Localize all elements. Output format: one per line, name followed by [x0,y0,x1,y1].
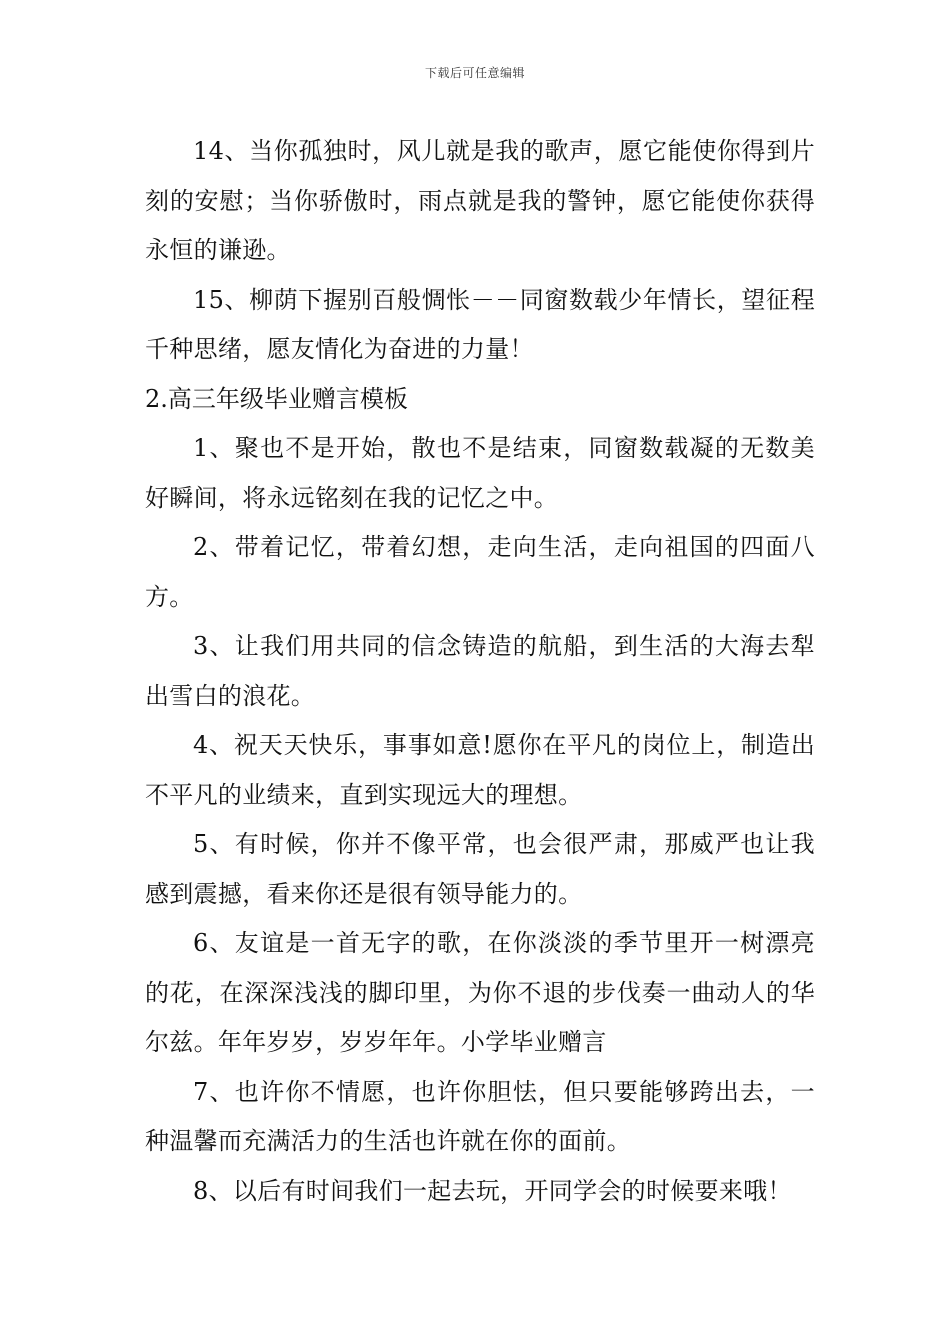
paragraph-6: 6、友谊是一首无字的歌，在你淡淡的季节里开一树漂亮的花，在深深浅浅的脚印里，为你不退的步伐奏一曲动人的华尔兹。年年岁岁，岁岁年年。小学毕业赠言 [145,929,815,1056]
paragraph-4: 4、祝天天快乐，事事如意!愿你在平凡的岗位上，制造出不平凡的业绩来，直到实现远大的理想。 [145,731,815,809]
paragraph-7: 7、也许你不情愿，也许你胆怯，但只要能够跨出去，一种温馨而充满活力的生活也许就在你的面前。 [145,1077,815,1155]
document-body [145,127,815,1216]
paragraph-15: 15、柳荫下握别百般惆怅－－同窗数载少年情长，望征程千种思绪，愿友情化为奋进的力量！ [145,285,815,363]
paragraph-14: 14、当你孤独时，风儿就是我的歌声，愿它能使你得到片刻的安慰；当你骄傲时，雨点就是我的警钟，愿它能使你获得永恒的谦逊。 [145,137,815,264]
paragraph-3: 3、让我们用共同的信念铸造的航船，到生活的大海去犁出雪白的浪花。 [145,632,815,710]
paragraph-1: 1、聚也不是开始，散也不是结束，同窗数载凝的无数美好瞬间，将永远铭刻在我的记忆之中。 [145,434,815,512]
section-heading: 2.高三年级毕业赠言模板 [145,384,408,413]
page-header: 下载后可任意编辑 [424,66,525,80]
paragraph-5: 5、有时候，你并不像平常，也会很严肃，那威严也让我感到震撼，看来你还是很有领导能力的。 [145,830,815,908]
paragraph-2: 2、带着记忆，带着幻想，走向生活，走向祖国的四面八方。 [145,533,815,611]
paragraph-8: 8、以后有时间我们一起去玩，开同学会的时候要来哦！ [193,1176,792,1205]
